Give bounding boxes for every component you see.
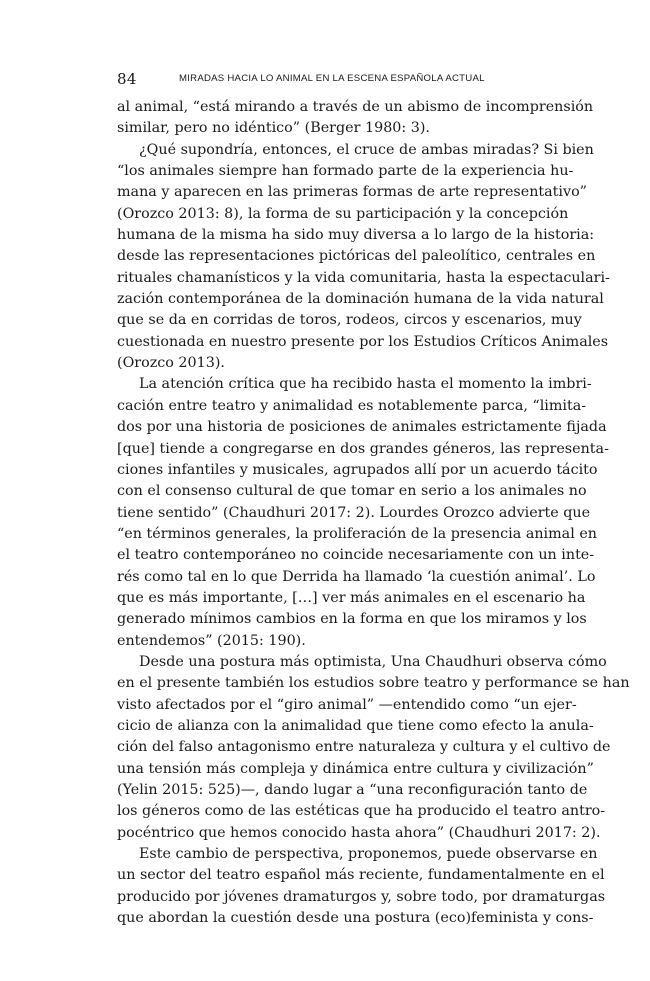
text-line: similar, pero no idéntico” (Berger 1980: 3). (117, 120, 430, 137)
text-line: dos por una historia de posiciones de animales estrictamente fijada (117, 419, 607, 436)
text-line: una tensión más compleja y dinámica entre cultura y civilización” (117, 760, 594, 777)
text-line: La atención crítica que ha recibido hasta el momento la imbri- (139, 376, 592, 393)
text-line: mana y aparecen en las primeras formas de arte representativo” (117, 184, 587, 201)
text-line: cuestionada en nuestro presente por los Estudios Críticos Animales (117, 333, 609, 350)
text-line: los géneros como de las estéticas que ha producido el teatro antro- (117, 803, 606, 820)
text-line: producido por jóvenes dramaturgos y, sobre todo, por dramaturgas (117, 888, 606, 905)
text-line: “los animales siempre han formado parte de la experiencia hu- (117, 163, 574, 180)
text-line: (Yelin 2015: 525)—, dando lugar a “una reconfiguración tanto de (117, 782, 588, 798)
text-line: al animal, “está mirando a través de un abismo de incomprensión (117, 99, 594, 115)
page-number: 84 (117, 70, 137, 88)
text-line: Este cambio de perspectiva, proponemos, puede observarse en (139, 846, 598, 863)
text-line: [que] tiende a congregarse en dos grandes géneros, las representa- (117, 440, 609, 457)
running-title: MIRADAS HACIA LO ANIMAL EN LA ESCENA ESPAÑOLA ACTUAL (179, 73, 485, 84)
text-line: (Orozco 2013: 8), la forma de su participación y la concepción (117, 205, 569, 222)
text-line: desde las representaciones pictóricas del paleolítico, centrales en (117, 248, 596, 265)
text-line: un sector del teatro español más reciente, fundamentalmente en el (117, 867, 605, 884)
text-line: generado mínimos cambios en la forma en que los miramos y los (117, 611, 587, 628)
text-line: que se da en corridas de toros, rodeos, circos y escenarios, muy (117, 312, 582, 329)
text-line: Desde una postura más optimista, Una Chaudhuri observa cómo (139, 653, 607, 670)
text-line: rituales chamanísticos y la vida comunitaria, hasta la espectaculari- (117, 269, 610, 286)
body-text (117, 97, 630, 929)
text-line: que abordan la cuestión desde una postura (eco)feminista y cons- (117, 910, 594, 927)
text-line: con el consenso cultural de que tomar en serio a los animales no (117, 483, 587, 500)
text-line: el teatro contemporáneo no coincide necesariamente con un inte- (117, 547, 595, 564)
text-line: visto afectados por el “giro animal” —entendido como “un ejer- (117, 696, 577, 713)
paragraph (117, 652, 630, 844)
text-line: tiene sentido” (Chaudhuri 2017: 2). Lourdes Orozco advierte que (117, 504, 591, 521)
text-line: zación contemporánea de la dominación humana de la vida natural (117, 291, 604, 308)
paragraph (117, 140, 610, 375)
text-line: ción del falso antagonismo entre naturaleza y cultura y el cultivo de (117, 739, 611, 756)
text-line: cación entre teatro y animalidad es notablemente parca, “limita- (117, 397, 587, 414)
text-line: en el presente también los estudios sobre teatro y performance se han (117, 675, 630, 692)
text-line: pocéntrico que hemos conocido hasta ahora” (Chaudhuri 2017: 2). (117, 824, 601, 841)
paragraph (117, 844, 606, 929)
text-line: rés como tal en lo que Derrida ha llamado ‘la cuestión animal’. Lo (117, 568, 596, 585)
text-line: entendemos” (2015: 190). (117, 632, 306, 649)
page-header (117, 70, 557, 90)
paragraph (117, 97, 594, 140)
text-line: (Orozco 2013). (117, 355, 225, 372)
text-line: que es más importante, […] ver más animales en el escenario ha (117, 589, 586, 606)
text-line: humana de la misma ha sido muy diversa a lo largo de la historia: (117, 227, 595, 244)
paragraph (117, 374, 609, 651)
text-line: “en términos generales, la proliferación de la presencia animal en (117, 525, 597, 542)
text-line: ¿Qué supondría, entonces, el cruce de ambas miradas? Si bien (139, 141, 594, 158)
text-line: ciones infantiles y musicales, agrupados allí por un acuerdo tácito (117, 461, 598, 478)
text-line: cicio de alianza con la animalidad que tiene como efecto la anula- (117, 717, 594, 734)
